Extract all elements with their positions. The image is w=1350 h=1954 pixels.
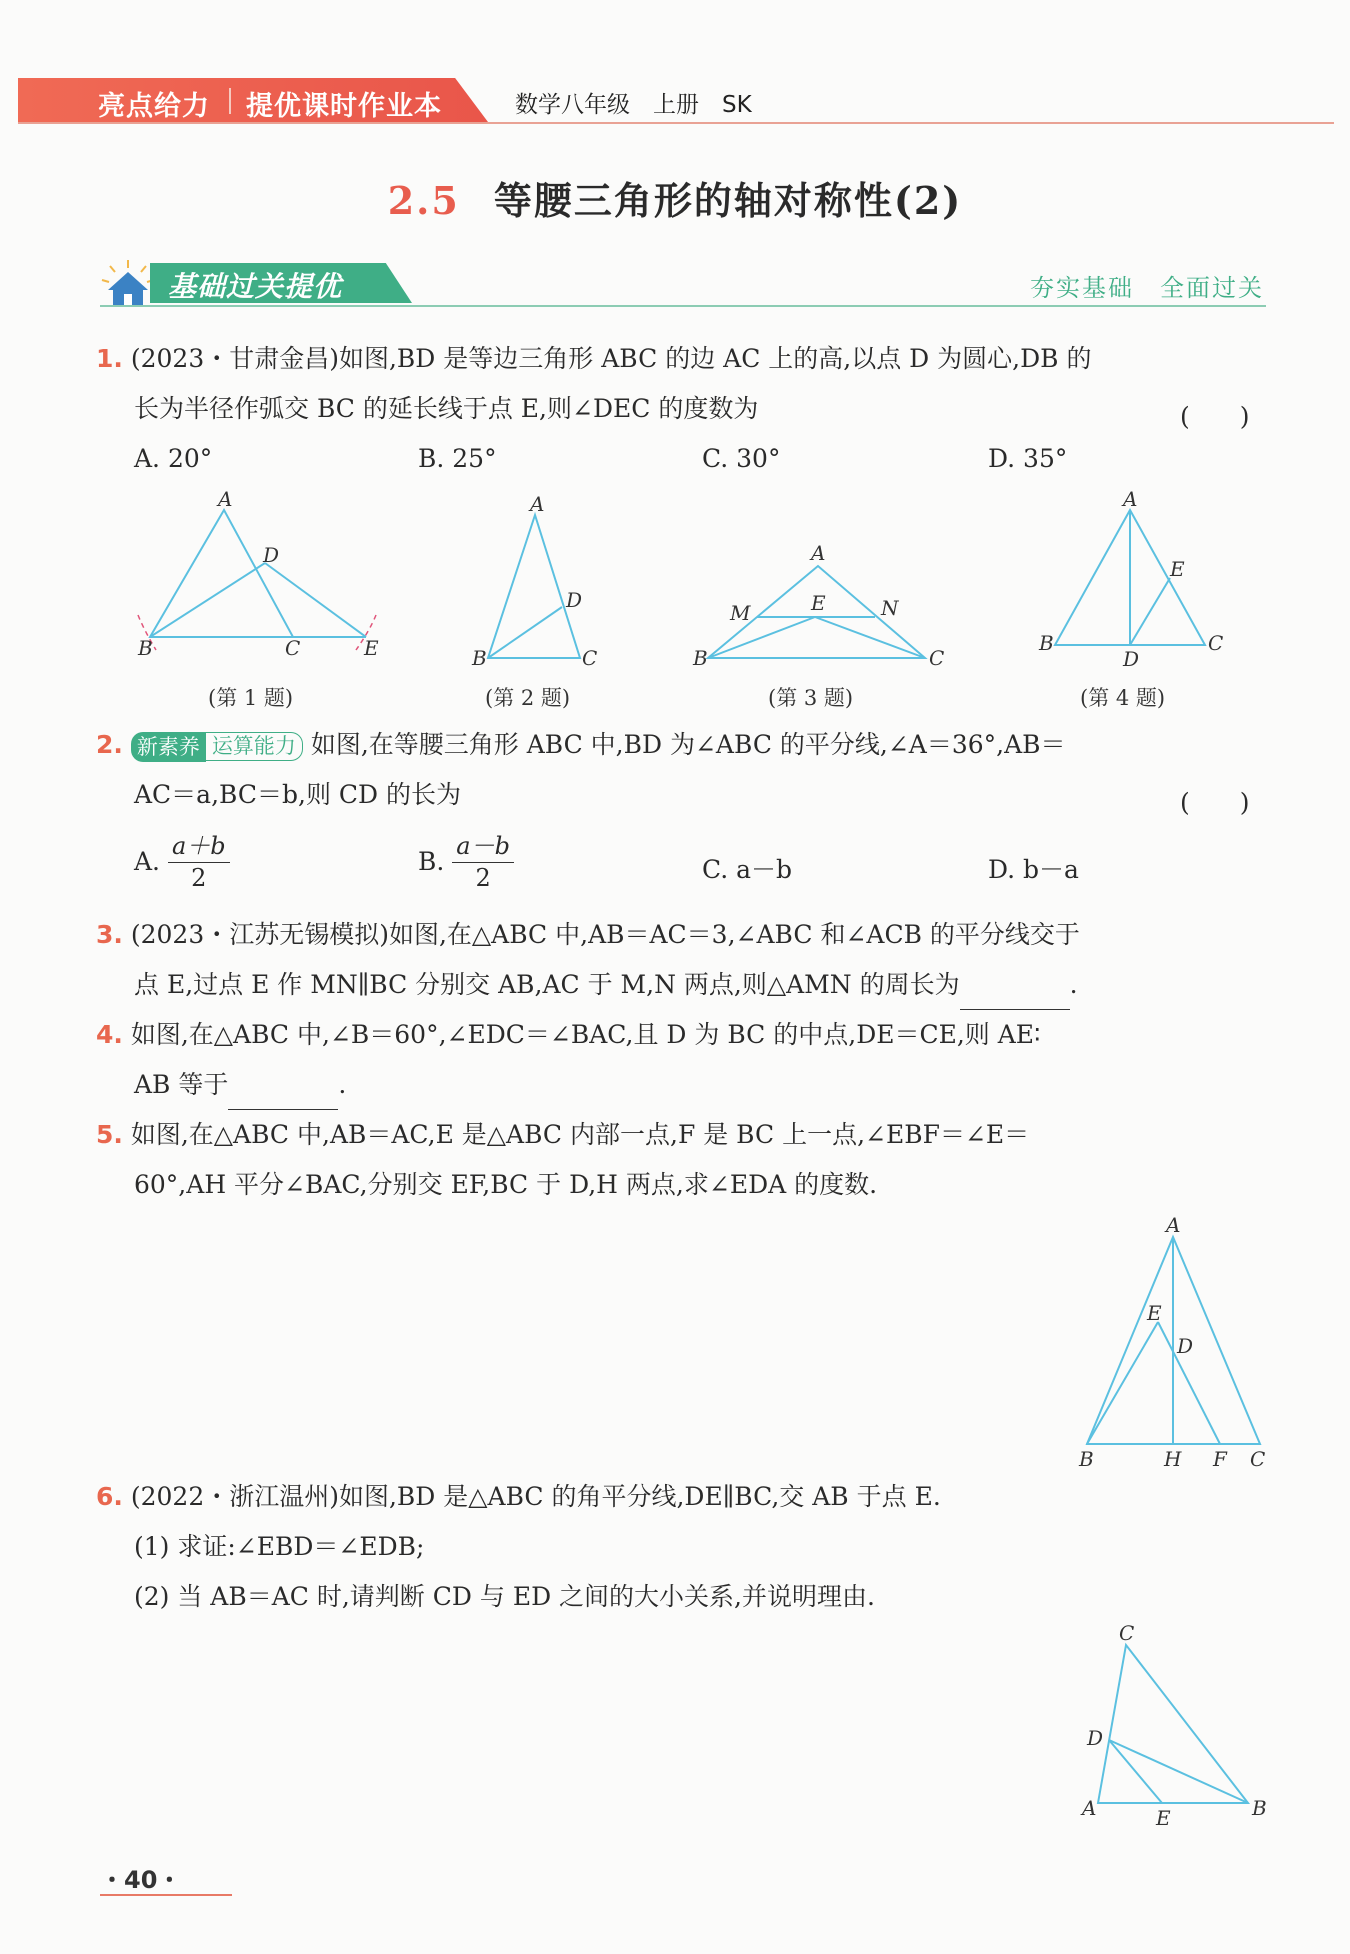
option-a: A. 20° (134, 444, 213, 473)
answer-paren: ( ) (1180, 402, 1250, 431)
header-divider (229, 88, 231, 114)
label-d: D (263, 543, 280, 567)
problem-4-line2 (134, 1060, 346, 1110)
label-e: E (364, 636, 379, 660)
fraction (452, 830, 514, 893)
page-number-rule (100, 1894, 232, 1896)
figure-2 (470, 495, 620, 670)
house-icon (100, 258, 156, 308)
option-label: B. (418, 847, 445, 876)
denominator: 2 (191, 864, 207, 892)
problem-2-line2: AC＝a,BC＝b,则 CD 的长为 (134, 780, 462, 809)
label-h: H (1164, 1447, 1182, 1471)
label-b: B (472, 646, 487, 670)
figure-6 (1075, 1620, 1275, 1830)
label-b: B (138, 636, 153, 660)
section-rule (100, 305, 1266, 307)
label-e: E (811, 591, 826, 615)
answer-blank[interactable] (960, 983, 1070, 1010)
caption-figure-2: (第 2 题) (485, 686, 571, 710)
option-a (134, 830, 230, 893)
option-c: C. a－b (702, 855, 793, 884)
problem-number: 4. (96, 1020, 123, 1049)
option-b: B. 25° (418, 444, 497, 473)
problem-text: 如图,在△ABC 中,AB＝AC,E 是△ABC 内部一点,F 是 BC 上一点,∠EBF＝∠E＝ (130, 1120, 1030, 1149)
answer-blank[interactable] (228, 1083, 338, 1110)
tag-new-literacy: 新素养 (131, 732, 206, 762)
label-c: C (929, 646, 945, 670)
label-c: C (1119, 1621, 1135, 1645)
problem-6-part-2: (2) 当 AB＝AC 时,请判断 CD 与 ED 之间的大小关系,并说明理由. (134, 1582, 875, 1611)
option-d: D. b－a (988, 855, 1079, 884)
problem-number: 5. (96, 1120, 123, 1149)
numerator: a＋b (168, 830, 230, 863)
period: . (338, 1070, 347, 1099)
label-d: D (1177, 1334, 1194, 1358)
problem-number: 3. (96, 920, 123, 949)
problem-5-line2: 60°,AH 平分∠BAC,分别交 EF,BC 于 D,H 两点,求∠EDA 的度数. (134, 1170, 878, 1199)
label-c: C (1208, 631, 1224, 655)
page-number: ・40・ (100, 1866, 182, 1894)
tag-skill: 运算能力 (206, 732, 303, 761)
problem-6-part-1: (1) 求证:∠EBD＝∠EDB; (134, 1532, 425, 1561)
problem-text: (2023・江苏无锡模拟)如图,在△ABC 中,AB＝AC＝3,∠ABC 和∠ACB 的平分线交于 (130, 920, 1080, 949)
problem-text: 如图,在△ABC 中,∠B＝60°,∠EDC＝∠BAC,且 D 为 BC 的中点,DE＝CE,则 AE∶ (130, 1020, 1041, 1049)
problem-5 (96, 1110, 1029, 1160)
label-b: B (1039, 631, 1054, 655)
section-name: 基础过关提优 (168, 270, 343, 303)
problem-1 (96, 334, 1091, 384)
figure-1 (130, 490, 390, 665)
figure-5 (1070, 1212, 1270, 1472)
label-f: F (1213, 1447, 1227, 1471)
label-d: D (566, 588, 583, 612)
denominator: 2 (475, 864, 491, 892)
problem-text: 如图,在等腰三角形 ABC 中,BD 为∠ABC 的平分线,∠A＝36°,AB＝ (310, 730, 1066, 759)
label-n: N (881, 596, 899, 620)
problem-4 (96, 1010, 1041, 1060)
label-a: A (811, 541, 826, 565)
figure-3 (685, 540, 955, 670)
label-b: B (693, 646, 708, 670)
problem-number: 1. (96, 344, 123, 373)
label-d: D (1087, 1726, 1104, 1750)
option-c: C. 30° (702, 444, 781, 473)
header-subtitle: 提优课时作业本 (246, 91, 442, 122)
label-a: A (1082, 1796, 1097, 1820)
caption-figure-3: (第 3 题) (768, 686, 854, 710)
section-number: 2.5 (387, 178, 460, 223)
caption-figure-4: (第 4 题) (1080, 686, 1166, 710)
problem-text: (2023・甘肃金昌)如图,BD 是等边三角形 ABC 的边 AC 上的高,以点 D 为圆心,DB 的 (130, 344, 1092, 373)
header-brand: 亮点给力 (98, 91, 210, 122)
label-c: C (285, 636, 301, 660)
option-label: A. (134, 847, 161, 876)
problem-3-line2 (134, 960, 1078, 1010)
problem-2 (96, 720, 1066, 770)
problem-3 (96, 910, 1080, 960)
period: . (1069, 970, 1078, 999)
option-b (418, 830, 514, 893)
label-d: D (1123, 647, 1140, 670)
label-m: M (730, 601, 751, 625)
problem-number: 2. (96, 730, 123, 759)
problem-text: 点 E,过点 E 作 MN∥BC 分别交 AB,AC 于 M,N 两点,则△AMN 的周长为 (134, 970, 960, 999)
numerator: a－b (452, 830, 514, 863)
label-e: E (1170, 557, 1185, 581)
caption-figure-1: (第 1 题) (208, 686, 294, 710)
page-title (0, 170, 1350, 225)
answer-paren: ( ) (1180, 788, 1250, 817)
label-a: A (218, 490, 233, 511)
label-a: A (1123, 490, 1138, 511)
problem-number: 6. (96, 1482, 123, 1511)
figure-4 (1030, 490, 1240, 670)
label-a: A (530, 495, 545, 516)
header-book-info: 数学八年级 上册 SK (515, 92, 752, 118)
option-d: D. 35° (988, 444, 1068, 473)
label-c: C (1250, 1447, 1266, 1471)
label-e: E (1156, 1806, 1171, 1830)
problem-text: AB 等于 (134, 1070, 229, 1099)
section-motto: 夯实基础 全面过关 (1030, 274, 1264, 302)
section-title: 等腰三角形的轴对称性(2) (493, 178, 963, 223)
label-b: B (1252, 1796, 1267, 1820)
problem-1-line2: 长为半径作弧交 BC 的延长线于点 E,则∠DEC 的度数为 (134, 394, 759, 423)
header-rule (18, 122, 1334, 124)
problem-6 (96, 1472, 941, 1522)
label-e: E (1147, 1301, 1162, 1325)
label-a: A (1166, 1213, 1181, 1237)
fraction (168, 830, 230, 893)
problem-text: (2022・浙江温州)如图,BD 是△ABC 的角平分线,DE∥BC,交 AB 于点 E. (130, 1482, 941, 1511)
label-c: C (582, 646, 598, 670)
label-b: B (1079, 1447, 1094, 1471)
